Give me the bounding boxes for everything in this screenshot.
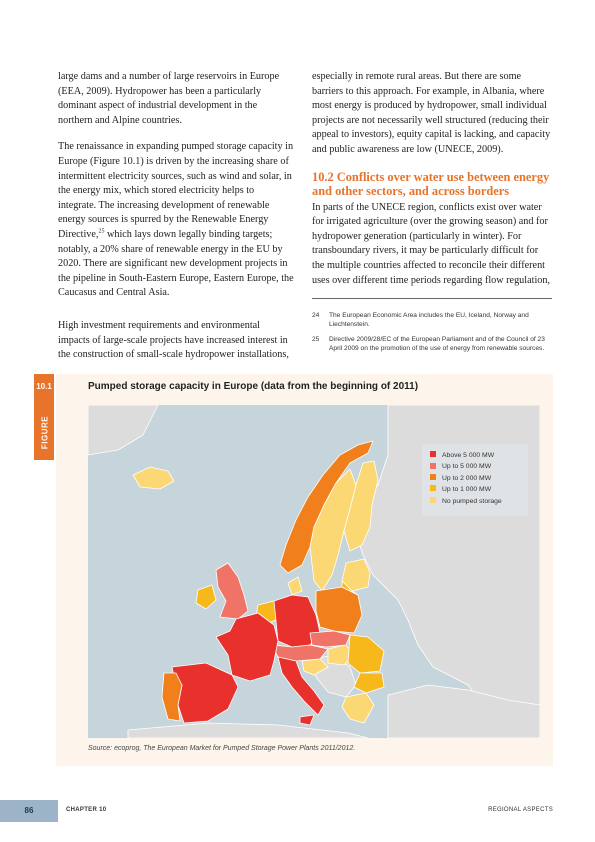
paragraph: large dams and a number of large reservoirs in Europe (EEA, 2009). Hydropower has been a particularly dominant aspect of industrial development in the northern and Alpine countries. (58, 71, 280, 126)
legend-swatch (430, 451, 436, 457)
map-region-france (216, 613, 278, 681)
map-region-denmark (288, 577, 302, 595)
section-heading: 10.2 Conflicts over water use between energy and other sectors, and across borders (312, 169, 550, 199)
europe-map (88, 405, 540, 738)
footnote-number: 24 (312, 312, 320, 319)
legend-item (430, 461, 528, 472)
legend-item (430, 484, 528, 495)
footnote-text: The European Economic Area includes the EU, Iceland, Norway and Liechtenstein. (329, 312, 529, 328)
chapter-label: CHAPTER 10 (66, 807, 107, 813)
paragraph-text: The renaissance in expanding pumped storage capacity in Europe (Figure 10.1) is driven by the increasing share of intermittent electricity sources, such as wind and solar, in the energy mix, which stored electricity helps to integrate. The increasing development of renewable energy sources is spurred by the Renewable Energy Directive, (58, 141, 294, 240)
legend-swatch (430, 497, 436, 503)
map-region-sicily (300, 715, 314, 725)
legend-label: No pumped storage (442, 497, 502, 505)
legend-label: Up to 1 000 MW (442, 486, 492, 494)
map-region-greece (342, 693, 374, 723)
map-region-greenland (88, 405, 158, 455)
figure-number: 10.1 (36, 382, 52, 391)
figure-label: FIGURE (40, 415, 50, 450)
paragraph: especially in remote rural areas. But there are some barriers to this approach. For example, in Albania, where most energy is produced by hydropower, small individual projects are not necessarily well structured (reducing their appeal to investors), equity capital is lacking, and capacity and public awareness are low (UNECE, 2009). (312, 71, 551, 155)
legend-item (430, 450, 528, 461)
section-label: REGIONAL ASPECTS (488, 807, 553, 813)
map-region-romania (348, 635, 384, 673)
figure-tab (34, 374, 54, 460)
right-column (312, 70, 552, 300)
figure-title: Pumped storage capacity in Europe (data from the beginning of 2011) (88, 381, 419, 392)
figure-source: Source: ecoprog, The European Market for Pumped Storage Power Plants 2011/2012. (88, 745, 356, 752)
footnote-ref[interactable]: 25 (98, 228, 105, 235)
footnote-text: Directive 2009/28/EC of the European Parliament and of the Council of 23 April 2009 on the promotion of the use of energy from renewable sources. (329, 336, 545, 352)
paragraph (58, 140, 294, 301)
map-region-ireland (196, 585, 216, 609)
legend-swatch (430, 474, 436, 480)
map-legend (422, 444, 528, 516)
left-column (58, 70, 294, 375)
legend-label: Up to 5 000 MW (442, 463, 492, 471)
legend-label: Up to 2 000 MW (442, 474, 492, 482)
map-region-portugal (162, 673, 182, 721)
map-region-bulgaria (354, 673, 384, 693)
map-region-uk (216, 563, 248, 619)
paragraph-text: which lays down legally binding targets; notably, a 20% share of renewable energy in the EU by 2020. There are significant new development projects in the pipeline in South-Eastern Europe, Eastern Europe, the Caucasus and Central Asia. (58, 228, 294, 299)
legend-label: Above 5 000 MW (442, 452, 495, 459)
legend-item (430, 496, 528, 507)
legend-item (430, 473, 528, 484)
map-region-iceland (133, 467, 174, 489)
footnote-divider (312, 298, 552, 299)
paragraph: In parts of the UNECE region, conflicts exist over water for irrigated agriculture (over the growing season) and for hydropower generation (particularly in winter). For transboundary rivers, it may be particularly difficult for the multiple countries affected to reconcile their different uses over different time periods regarding flow regulation, (312, 201, 551, 286)
legend-swatch (430, 463, 436, 469)
map-region-czech-slovakia (310, 631, 350, 647)
paragraph: High investment requirements and environmental impacts of large-scale projects have increased interest in the construction of small-scale hydropower installations, (58, 319, 289, 361)
footnote-number: 25 (312, 336, 320, 343)
map-region-north-africa (128, 723, 368, 738)
legend-swatch (430, 485, 436, 491)
map-region-spain (172, 663, 238, 723)
page-number: 86 (0, 800, 58, 822)
